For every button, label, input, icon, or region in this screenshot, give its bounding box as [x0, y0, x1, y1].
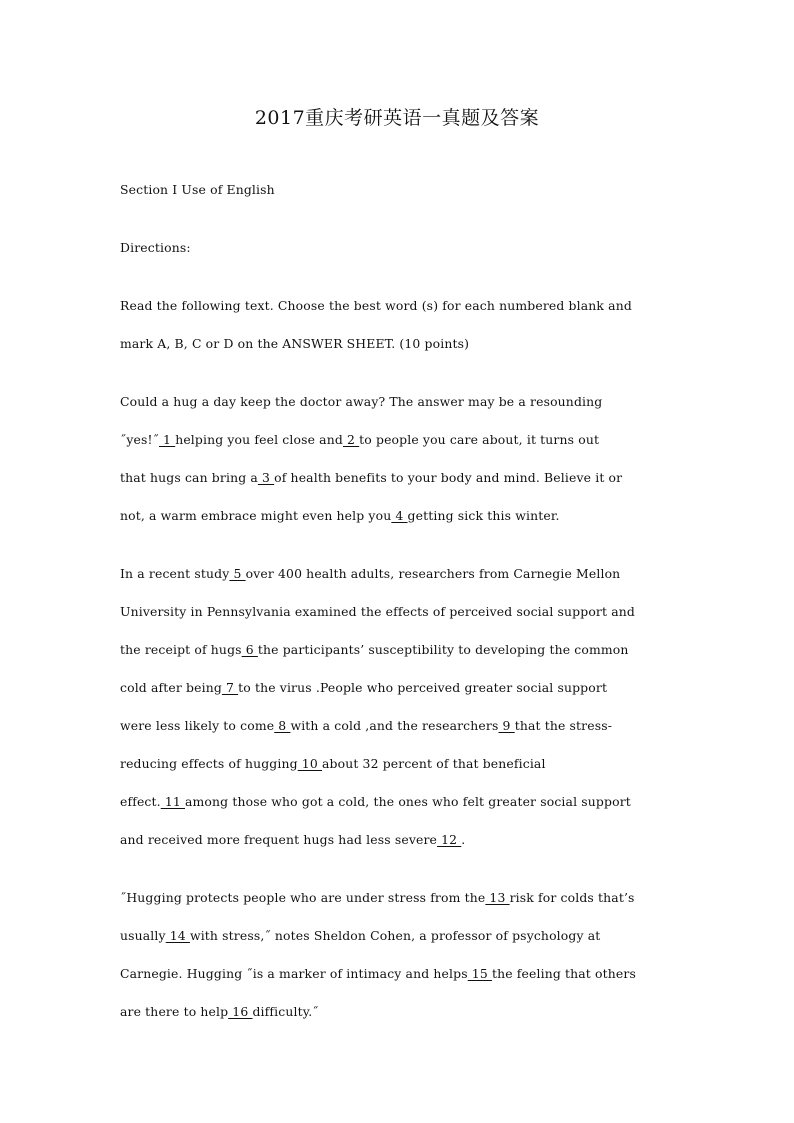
passage-line	[120, 928, 600, 944]
answer-blank-5: 5	[229, 566, 246, 581]
answer-blank-15: 15	[467, 966, 492, 981]
passage-text: over 400 health adults, researchers from Carnegie Mellon	[245, 566, 621, 581]
passage-line	[120, 508, 560, 524]
passage-text: Carnegie. Hugging ˝is a marker of intimacy and helps	[120, 966, 468, 981]
passage-line	[120, 756, 546, 772]
passage-line	[120, 680, 607, 696]
passage-text: effect.	[120, 794, 161, 809]
passage-line	[120, 890, 635, 906]
passage-text: helping you feel close and	[175, 432, 343, 447]
directions-line-1: Read the following text. Choose the best word (s) for each numbered blank and	[120, 298, 632, 313]
answer-blank-3: 3	[257, 470, 275, 485]
passage-line	[120, 642, 629, 658]
passage-line	[120, 966, 636, 982]
passage-text: of health benefits to your body and mind. Believe it or	[274, 470, 623, 485]
passage-text: getting sick this winter.	[407, 508, 560, 523]
passage-text: risk for colds that’s	[509, 890, 635, 905]
passage-text: not, a warm embrace might even help you	[120, 508, 392, 523]
answer-blank-4: 4	[391, 508, 408, 523]
answer-blank-9: 9	[498, 718, 515, 733]
passage-text: reducing effects of hugging	[120, 756, 298, 771]
passage-line	[120, 794, 631, 810]
passage-text: In a recent study	[120, 566, 230, 581]
passage-text: usually	[120, 928, 166, 943]
passage-line	[120, 566, 620, 582]
passage-text: that hugs can bring a	[120, 470, 258, 485]
passage-text: the receipt of hugs	[120, 642, 242, 657]
passage-text: .	[461, 832, 466, 847]
passage-text: the participants’ susceptibility to developing the common	[257, 642, 629, 657]
section-heading: Section I Use of English	[120, 182, 275, 197]
passage-text: ˝yes!˝	[120, 432, 159, 447]
passage-text: that the stress-	[514, 718, 613, 733]
passage-line	[120, 832, 465, 848]
passage-line	[120, 1004, 319, 1020]
passage-text: difficulty.˝	[252, 1004, 319, 1019]
passage-line	[120, 432, 599, 448]
passage-text: about 32 percent of that beneficial	[321, 756, 546, 771]
answer-blank-10: 10	[297, 756, 322, 771]
passage-text: cold after being	[120, 680, 222, 695]
passage-text: among those who got a cold, the ones who felt greater social support	[185, 794, 631, 809]
passage-line: University in Pennsylvania examined the effects of perceived social support and	[120, 604, 635, 619]
answer-blank-13: 13	[485, 890, 510, 905]
answer-blank-16: 16	[228, 1004, 253, 1019]
passage-text: ˝Hugging protects people who are under stress from the	[120, 890, 486, 905]
passage-text: the feeling that others	[491, 966, 636, 981]
answer-blank-8: 8	[274, 718, 291, 733]
answer-blank-14: 14	[165, 928, 190, 943]
answer-blank-7: 7	[221, 680, 239, 695]
answer-blank-2: 2	[342, 432, 360, 447]
answer-blank-12: 12	[437, 832, 462, 847]
directions-line-2: mark A, B, C or D on the ANSWER SHEET. (10 points)	[120, 336, 470, 351]
passage-line	[120, 718, 612, 734]
passage-text: are there to help	[120, 1004, 229, 1019]
answer-blank-1: 1	[158, 432, 176, 447]
passage-line	[120, 470, 622, 486]
passage-text: with stress,˝ notes Sheldon Cohen, a professor of psychology at	[189, 928, 601, 943]
passage-text: were less likely to come	[120, 718, 275, 733]
passage-text: to people you care about, it turns out	[359, 432, 600, 447]
passage-text: and received more frequent hugs had less severe	[120, 832, 438, 847]
directions-label: Directions:	[120, 240, 191, 255]
passage-text: to the virus .People who perceived greater social support	[238, 680, 608, 695]
passage-text: with a cold ,and the researchers	[290, 718, 499, 733]
answer-blank-11: 11	[160, 794, 185, 809]
answer-blank-6: 6	[241, 642, 258, 657]
page-title: 2017重庆考研英语一真题及答案	[254, 107, 540, 129]
passage-line: Could a hug a day keep the doctor away? The answer may be a resounding	[120, 394, 603, 409]
